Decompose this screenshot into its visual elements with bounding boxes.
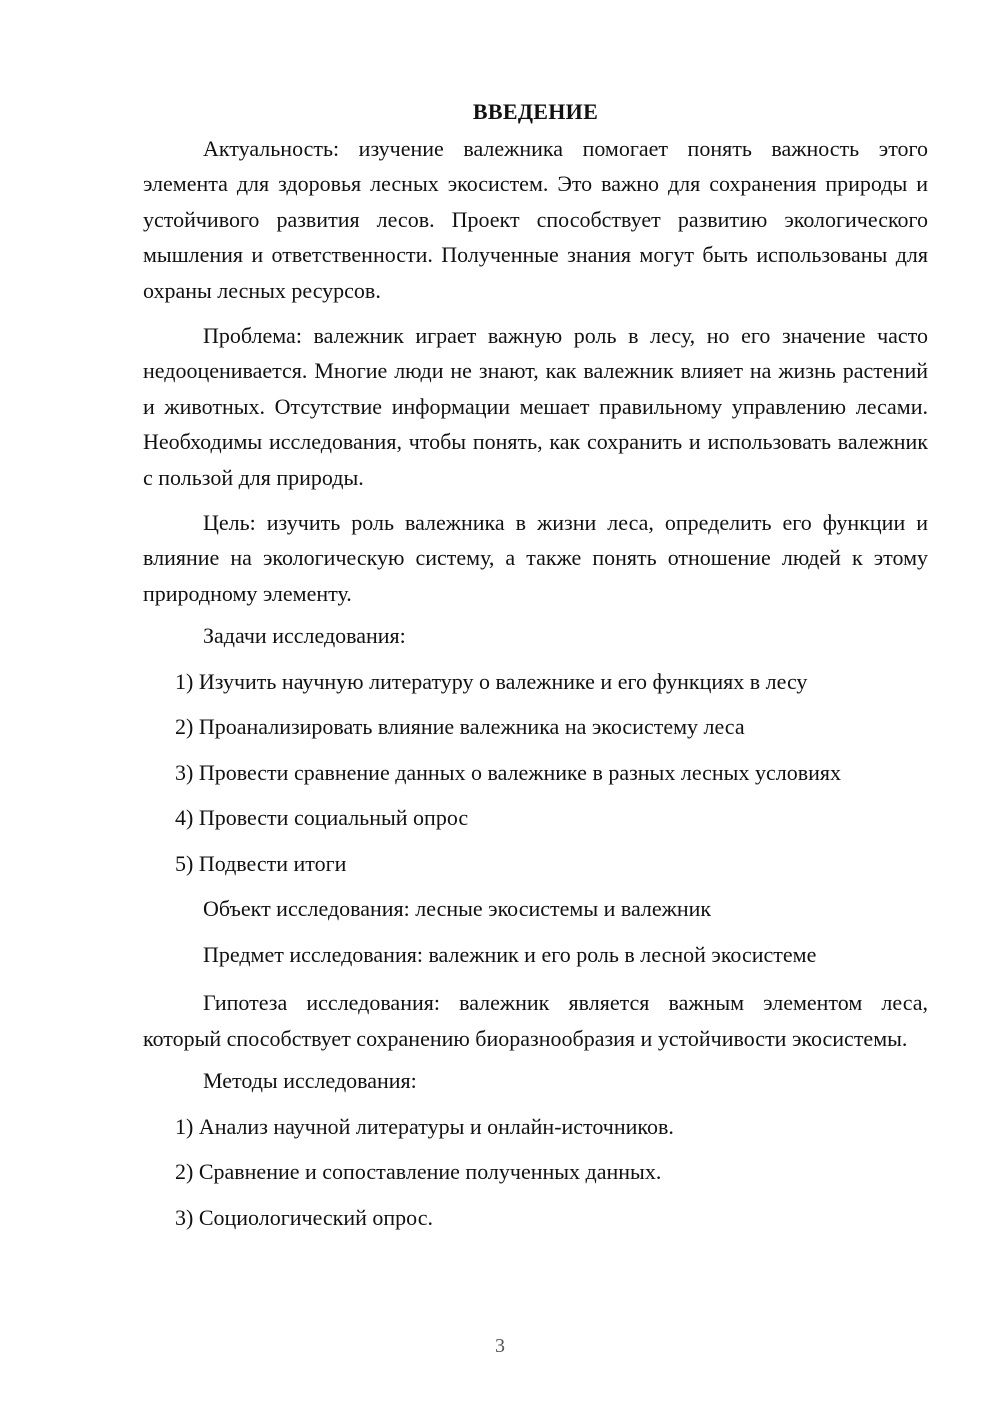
method-item: 2) Сравнение и сопоставление полученных данных. <box>175 1159 662 1185</box>
task-item: 5) Подвести итоги <box>175 850 347 876</box>
method-item: 1) Анализ научной литературы и онлайн-источников. <box>175 1113 674 1139</box>
page-number: 3 <box>495 1335 505 1357</box>
hypothesis-paragraph: Гипотеза исследования: валежник является важным элементом леса, который способствует сохранению биоразнообразия и устойчивости экосистемы. <box>143 990 928 1051</box>
page-content <box>143 97 928 1248</box>
task-item: 2) Проанализировать влияние валежника на экосистему леса <box>175 714 745 740</box>
research-object: Объект исследования: лесные экосистемы и валежник <box>203 896 712 922</box>
task-item: 1) Изучить научную литературу о валежнике и его функциях в лесу <box>175 668 808 694</box>
task-item: 3) Провести сравнение данных о валежнике в разных лесных условиях <box>175 759 841 785</box>
task-item: 4) Провести социальный опрос <box>175 805 469 831</box>
problem-paragraph: Проблема: валежник играет важную роль в лесу, но его значение часто недооценивается. Многие люди не знают, как валежник влияет на жизнь растений и животных. Отсутствие информации мешает правильному управлению лесами. Необходимы исследования, чтобы понять, как сохранить и использовать валежник с пользой для природы. <box>143 323 928 490</box>
method-item: 3) Социологический опрос. <box>175 1204 433 1230</box>
goal-paragraph: Цель: изучить роль валежника в жизни леса, определить его функции и влияние на экологическую систему, а также понять отношение людей к этому природному элементу. <box>143 510 928 606</box>
section-title: ВВЕДЕНИЕ <box>472 99 599 124</box>
research-subject: Предмет исследования: валежник и его роль в лесной экосистеме <box>203 941 817 967</box>
tasks-heading: Задачи исследования: <box>203 623 406 649</box>
relevance-paragraph: Актуальность: изучение валежника помогает понять важность этого элемента для здоровья лесных экосистем. Это важно для сохранения природы и устойчивого развития лесов. Проект способствует развитию экологического мышления и ответственности. Полученные знания могут быть использованы для охраны лесных ресурсов. <box>143 136 928 303</box>
methods-heading: Методы исследования: <box>203 1068 417 1094</box>
